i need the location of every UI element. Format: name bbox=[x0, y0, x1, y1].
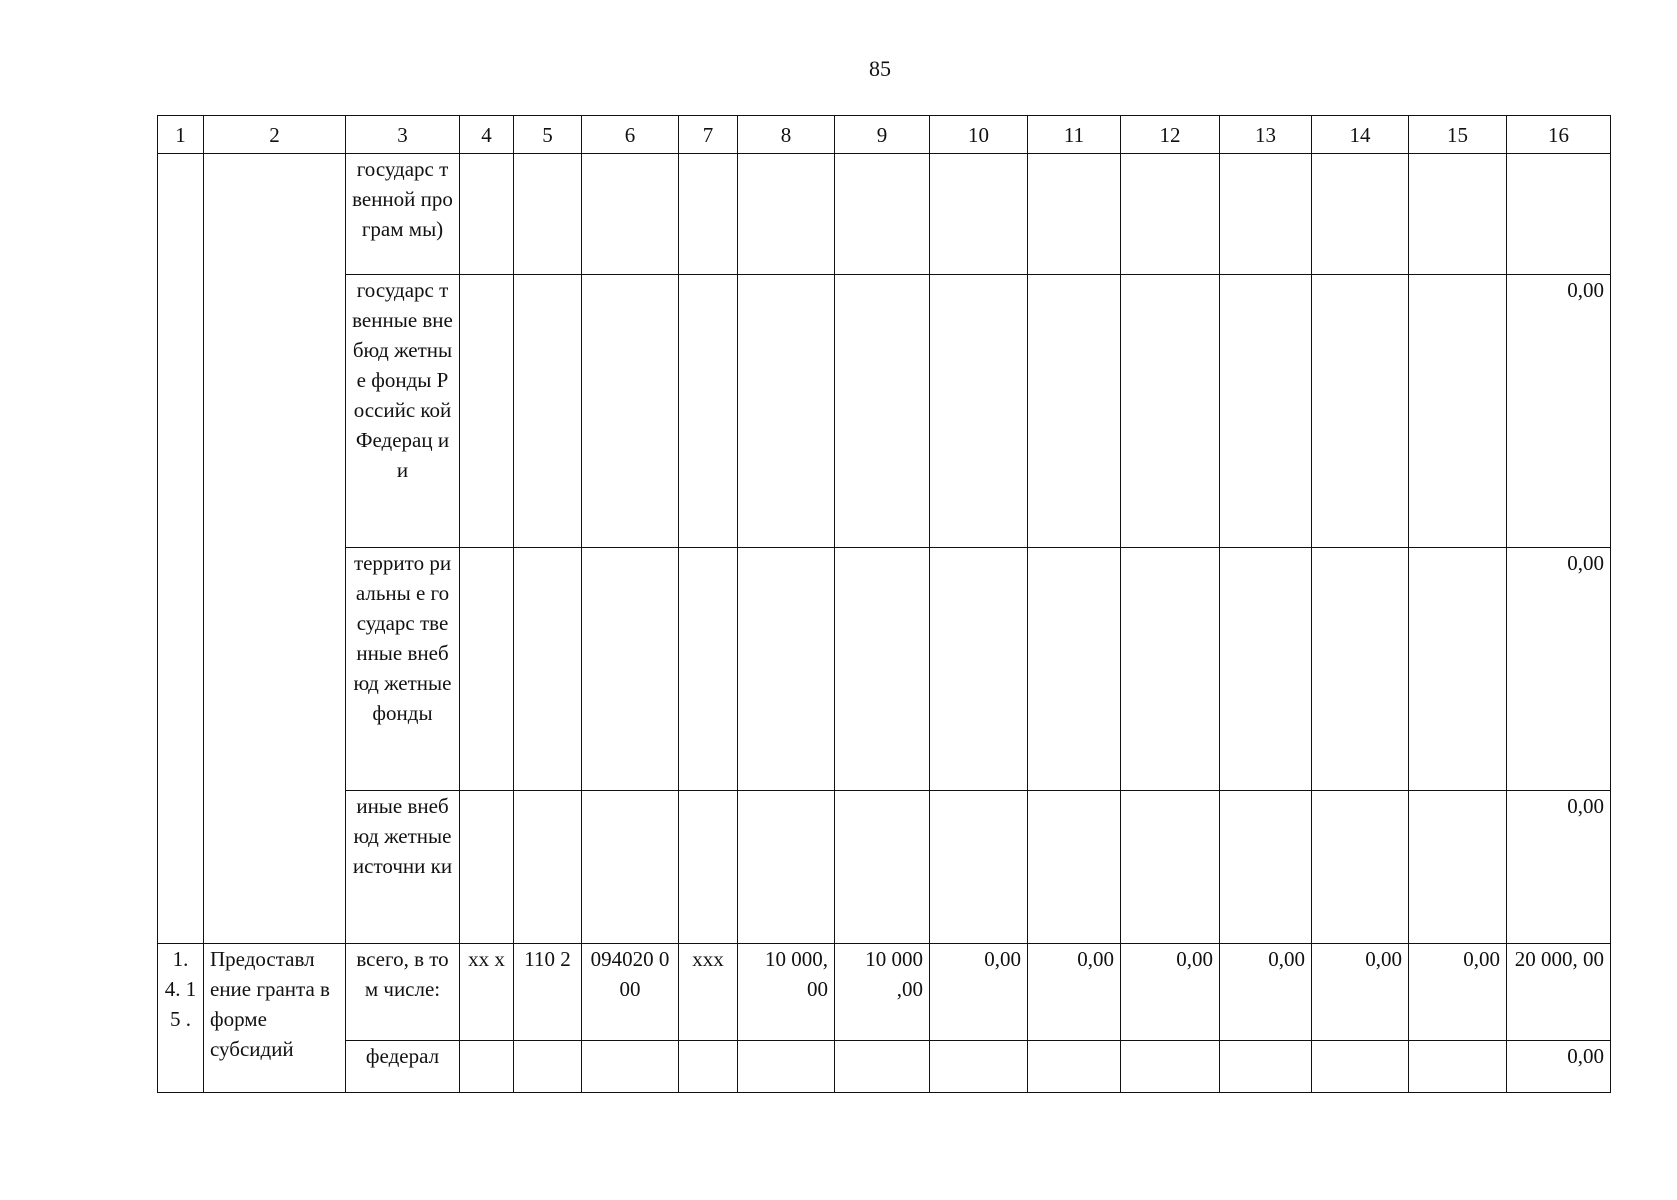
funding-source-cell: государс твенные внебюд жетные фонды Российс кой Федерац ии bbox=[346, 275, 460, 548]
table-row bbox=[158, 154, 1611, 275]
item-number-cell: 1. 4. 15 . bbox=[158, 944, 204, 1093]
table-row bbox=[158, 944, 1611, 1041]
col-header: 8 bbox=[738, 116, 835, 154]
col-header: 4 bbox=[460, 116, 514, 154]
page-number: 85 bbox=[869, 56, 891, 81]
funding-source-cell: федерал bbox=[346, 1041, 460, 1093]
table-row bbox=[158, 791, 1611, 944]
table-row bbox=[158, 275, 1611, 548]
value-cell: 10 000, 00 bbox=[738, 944, 835, 1041]
col-header: 13 bbox=[1220, 116, 1312, 154]
table-row bbox=[158, 548, 1611, 791]
value-cell: 0,00 bbox=[1220, 944, 1312, 1041]
total-cell: 0,00 bbox=[1507, 548, 1611, 791]
value-cell: 0,00 bbox=[1121, 944, 1220, 1041]
col-header: 7 bbox=[679, 116, 738, 154]
col-header: 11 bbox=[1028, 116, 1121, 154]
col-header: 1 bbox=[158, 116, 204, 154]
item-name-cell bbox=[204, 154, 346, 944]
col-header: 14 bbox=[1312, 116, 1409, 154]
col-header: 2 bbox=[204, 116, 346, 154]
code-cell: 110 2 bbox=[514, 944, 582, 1041]
col-header: 16 bbox=[1507, 116, 1611, 154]
col-header: 3 bbox=[346, 116, 460, 154]
budget-table bbox=[157, 115, 1611, 1093]
header-row bbox=[158, 116, 1611, 154]
col-header: 10 bbox=[930, 116, 1028, 154]
total-cell: 20 000, 00 bbox=[1507, 944, 1611, 1041]
col-header: 5 bbox=[514, 116, 582, 154]
col-header: 9 bbox=[835, 116, 930, 154]
funding-source-cell: государс твенной програм мы) bbox=[346, 154, 460, 275]
table-row bbox=[158, 1041, 1611, 1093]
item-name-cell: Предоставл ение гранта в форме субсидий bbox=[204, 944, 346, 1093]
funding-source-cell: иные внебюд жетные источни ки bbox=[346, 791, 460, 944]
value-cell: 10 000 ,00 bbox=[835, 944, 930, 1041]
value-cell: 0,00 bbox=[1028, 944, 1121, 1041]
col-header: 12 bbox=[1121, 116, 1220, 154]
col-header: 15 bbox=[1409, 116, 1507, 154]
value-cell: 0,00 bbox=[1409, 944, 1507, 1041]
code-cell: хх х bbox=[460, 944, 514, 1041]
total-cell: 0,00 bbox=[1507, 1041, 1611, 1093]
code-cell: 094020 000 bbox=[582, 944, 679, 1041]
value-cell: 0,00 bbox=[1312, 944, 1409, 1041]
value-cell: 0,00 bbox=[930, 944, 1028, 1041]
code-cell: ххх bbox=[679, 944, 738, 1041]
total-cell bbox=[1507, 154, 1611, 275]
total-cell: 0,00 bbox=[1507, 791, 1611, 944]
funding-source-cell: террито риальны е государс твенные внебюд жетные фонды bbox=[346, 548, 460, 791]
total-cell: 0,00 bbox=[1507, 275, 1611, 548]
col-header: 6 bbox=[582, 116, 679, 154]
item-number-cell bbox=[158, 154, 204, 944]
funding-source-cell: всего, в том числе: bbox=[346, 944, 460, 1041]
